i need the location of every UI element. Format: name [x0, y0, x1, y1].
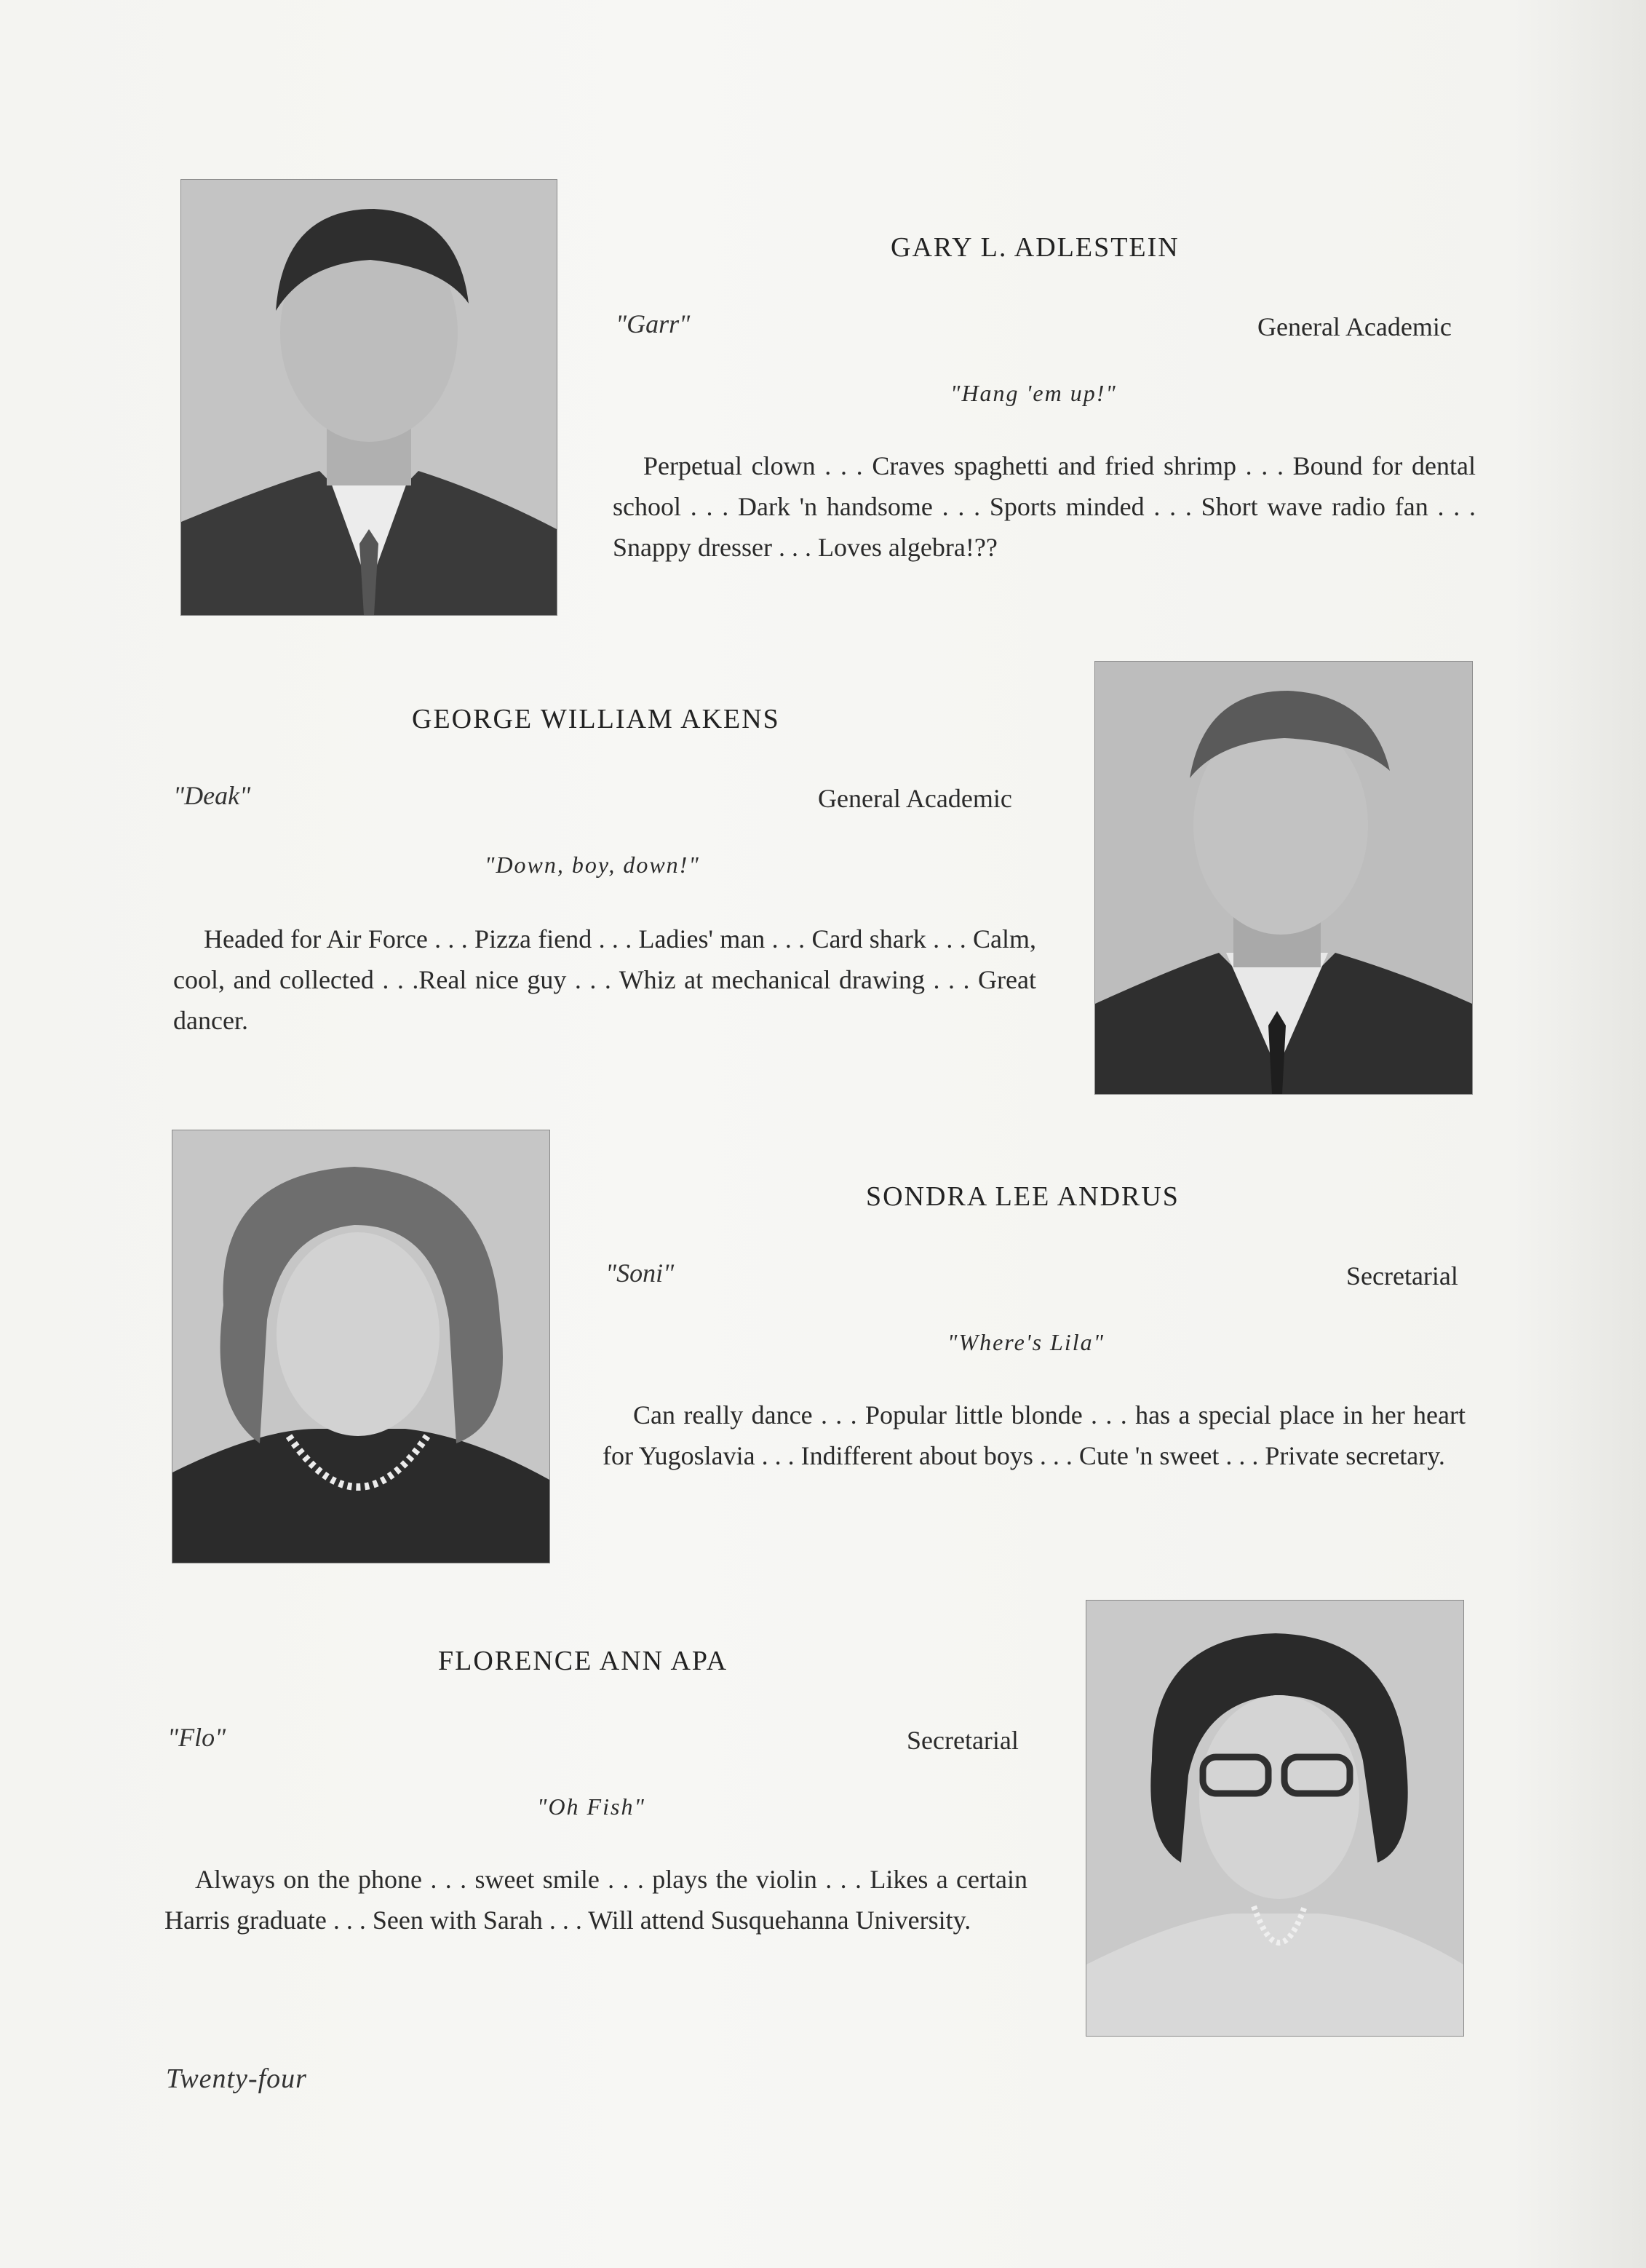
portrait-photo — [180, 179, 557, 616]
senior-description: Can really dance . . . Popular little blonde . . . has a special place in her heart for Yugoslavia . . . Indifferent about boys . . . Cute 'n sweet . . . Private secretary. — [603, 1400, 1466, 1470]
senior-name: FLORENCE ANN APA — [438, 1646, 728, 1676]
senior-name: GARY L. ADLESTEIN — [891, 232, 1180, 263]
senior-course: General Academic — [1257, 312, 1452, 341]
senior-motto: "Where's Lila" — [947, 1329, 1105, 1355]
portrait-photo — [1086, 1600, 1464, 2037]
senior-nickname: "Flo" — [167, 1723, 226, 1752]
senior-motto: "Hang 'em up!" — [950, 380, 1117, 406]
portrait-photo — [172, 1130, 550, 1563]
senior-course: Secretarial — [907, 1726, 1019, 1755]
senior-motto: "Down, boy, down!" — [485, 852, 700, 878]
senior-description: Perpetual clown . . . Craves spaghetti and fried shrimp . . . Bound for dental school . . . Dark 'n handsome . . . Sports minded . . . Short wave radio fan . . . Snappy dresser . . . Loves algebra!?? — [613, 451, 1476, 562]
portrait-photo — [1094, 661, 1473, 1095]
senior-motto: "Oh Fish" — [537, 1793, 645, 1820]
senior-course: General Academic — [818, 784, 1012, 813]
senior-nickname: "Garr" — [616, 309, 691, 338]
senior-nickname: "Soni" — [605, 1258, 675, 1288]
page-number: Twenty-four — [166, 2063, 307, 2094]
senior-description: Always on the phone . . . sweet smile . . . plays the violin . . . Likes a certain Harris graduate . . . Seen with Sarah . . . Will attend Susquehanna University. — [164, 1865, 1027, 1935]
senior-course: Secretarial — [1346, 1261, 1458, 1290]
senior-name: GEORGE WILLIAM AKENS — [412, 704, 780, 734]
senior-nickname: "Deak" — [173, 781, 251, 810]
senior-name: SONDRA LEE ANDRUS — [866, 1181, 1180, 1212]
senior-description: Headed for Air Force . . . Pizza fiend . . . Ladies' man . . . Card shark . . . Calm, cool, and collected . . .Real nice guy . . . Whiz at mechanical drawing . . . Great dancer. — [173, 924, 1036, 1035]
